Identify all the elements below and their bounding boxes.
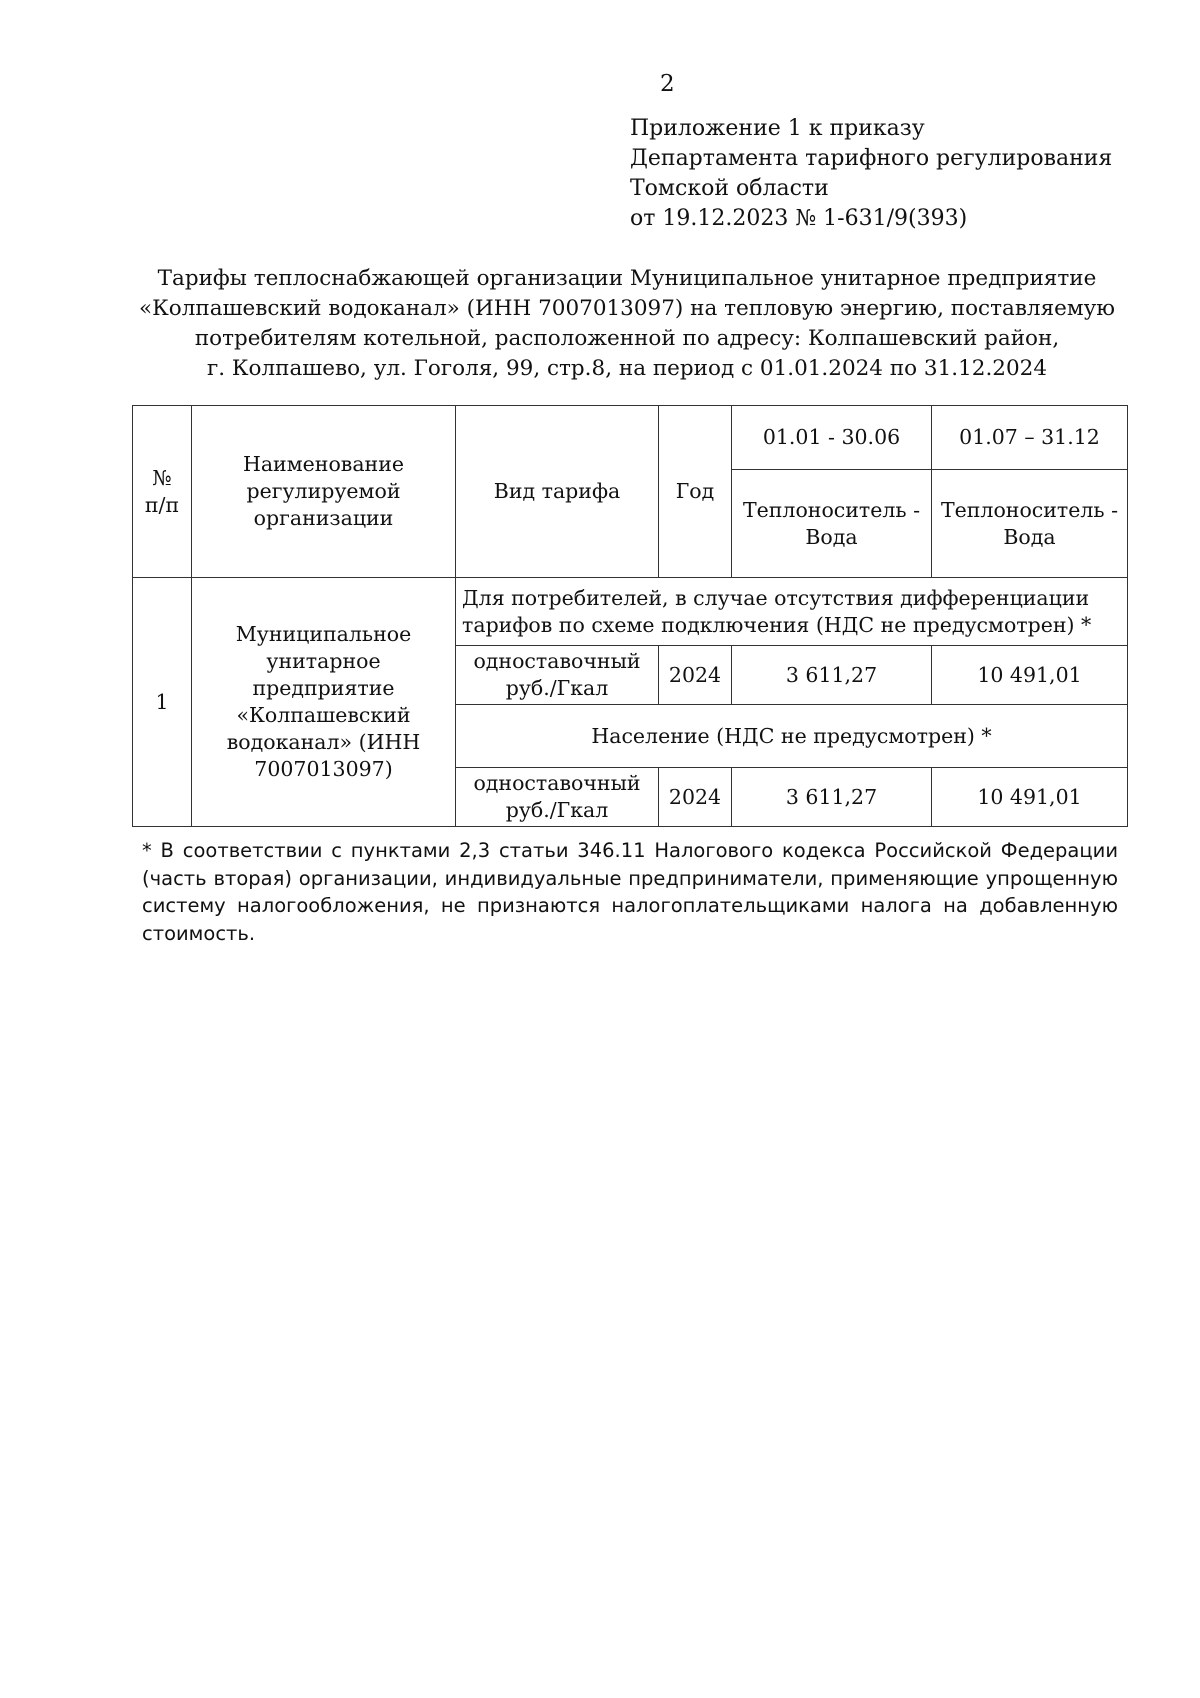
row-number: 1	[133, 578, 192, 827]
tariff-type-cell: одноставочный руб./Гкал	[456, 646, 659, 705]
footnote: * В соответствии с пунктами 2,3 статьи 346.11 Налогового кодекса Российской Федерации (часть вторая) организации, индивидуальные предприниматели, применяющие упрощенную систему налогообложения, не признаются налогоплательщиками налога на добавленную стоимость.	[142, 839, 1118, 945]
document-title	[132, 264, 1122, 384]
appendix-line: Приложение 1 к приказу	[630, 116, 925, 141]
value-cell-period-1: 3 611,27	[732, 646, 932, 705]
header-year: Год	[659, 406, 732, 578]
header-period-1: 01.01 - 30.06	[732, 406, 932, 470]
header-period-2: 01.07 – 31.12	[932, 406, 1128, 470]
value-cell-period-2: 10 491,01	[932, 646, 1128, 705]
tariff-table	[132, 405, 1128, 827]
title-line: Тарифы теплоснабжающей организации Муниципальное унитарное предприятие	[157, 266, 1097, 291]
header-carrier-1: Теплоноситель - Вода	[732, 470, 932, 578]
appendix-line: Томской области	[630, 176, 829, 201]
header-carrier-2: Теплоноситель - Вода	[932, 470, 1128, 578]
title-line: потребителям котельной, расположенной по адресу: Колпашевский район,	[194, 326, 1060, 351]
group-label-population: Население (НДС не предусмотрен) *	[456, 705, 1128, 768]
appendix-line: от 19.12.2023 № 1-631/9(393)	[630, 206, 968, 231]
title-line: г. Колпашево, ул. Гоголя, 99, стр.8, на период с 01.01.2024 по 31.12.2024	[206, 356, 1048, 381]
year-cell: 2024	[659, 646, 732, 705]
group-label-consumers: Для потребителей, в случае отсутствия дифференциации тарифов по схеме подключения (НДС не предусмотрен) *	[456, 578, 1128, 646]
title-line: «Колпашевский водоканал» (ИНН 7007013097) на тепловую энергию, поставляемую	[139, 296, 1115, 321]
value-cell-period-1: 3 611,27	[732, 768, 932, 827]
row-organization: Муниципальное унитарное предприятие «Колпашевский водоканал» (ИНН 7007013097)	[192, 578, 456, 827]
tariff-type-cell: одноставочный руб./Гкал	[456, 768, 659, 827]
header-tariff-type: Вид тарифа	[456, 406, 659, 578]
header-organization: Наименование регулируемой организации	[192, 406, 456, 578]
appendix-line: Департамента тарифного регулирования	[630, 146, 1113, 171]
year-cell: 2024	[659, 768, 732, 827]
header-number: № п/п	[133, 406, 192, 578]
value-cell-period-2: 10 491,01	[932, 768, 1128, 827]
appendix-reference	[630, 114, 1112, 234]
page-number: 2	[660, 71, 675, 97]
